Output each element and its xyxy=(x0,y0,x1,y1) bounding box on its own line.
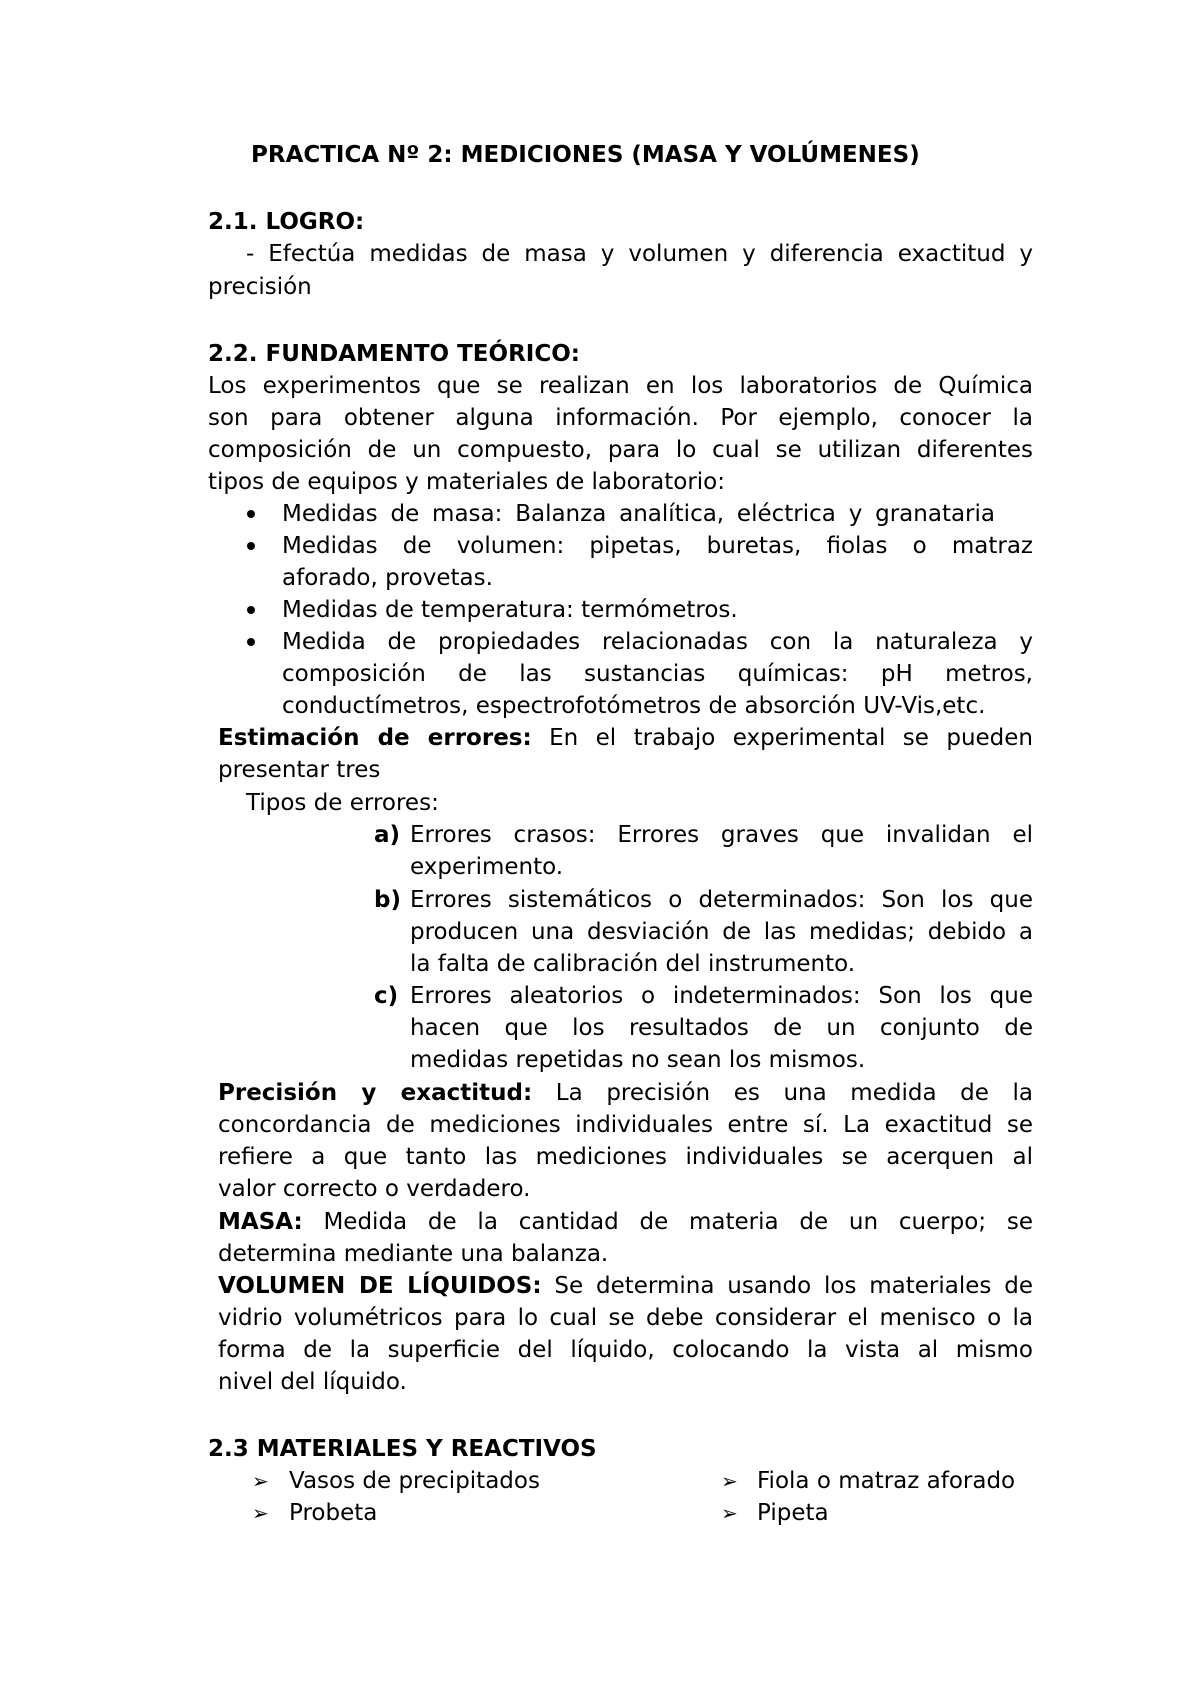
volumen-label: VOLUMEN DE LÍQUIDOS: xyxy=(218,1273,542,1299)
precision-text: La precisión es una medida de la xyxy=(532,1080,1034,1106)
volumen-line xyxy=(218,1270,1033,1302)
arrow-bullet-icon: ➢ xyxy=(721,1501,738,1525)
bullet-item: Medida de propiedades relacionadas con la naturaleza y xyxy=(282,629,1033,655)
error-item: Errores crasos: Errores graves que invalidan el xyxy=(410,822,1033,848)
error-letter: a) xyxy=(374,822,401,848)
section-logro-heading: 2.1. LOGRO: xyxy=(208,209,365,235)
paragraph-line: composición de un compuesto, para lo cual se utilizan diferentes xyxy=(208,437,1033,463)
logro-text-line: - Efectúa medidas de masa y volumen y diferencia exactitud y xyxy=(246,241,1033,267)
masa-text: Medida de la cantidad de materia de un cuerpo; se xyxy=(302,1209,1033,1235)
bullet-item-continued: composición de las sustancias químicas: pH metros, xyxy=(282,661,1033,687)
precision-line xyxy=(218,1077,1033,1109)
estimacion-line xyxy=(218,722,1033,754)
material-item: Vasos de precipitados xyxy=(289,1468,540,1494)
bullet-item-continued: aforado, provetas. xyxy=(282,565,493,591)
material-item: Probeta xyxy=(289,1500,378,1526)
estimacion-label: Estimación de errores: xyxy=(218,725,532,751)
error-item-continued: producen una desviación de las medidas; debido a xyxy=(410,919,1033,945)
error-item-continued: medidas repetidas no sean los mismos. xyxy=(410,1047,866,1073)
bullet-item: Medidas de masa: Balanza analítica, eléctrica y granataria xyxy=(282,501,995,527)
material-item: Fiola o matraz aforado xyxy=(757,1468,1016,1494)
bullet-icon xyxy=(247,510,255,518)
error-item-continued: hacen que los resultados de un conjunto de xyxy=(410,1015,1033,1041)
bullet-icon xyxy=(247,606,255,614)
bullet-item: Medidas de temperatura: termómetros. xyxy=(282,597,738,623)
bullet-icon xyxy=(247,542,255,550)
masa-line: determina mediante una balanza. xyxy=(218,1241,609,1267)
paragraph-line: Los experimentos que se realizan en los laboratorios de Química xyxy=(208,373,1033,399)
bullet-item-continued: conductímetros, espectrofotómetros de absorción UV-Vis,etc. xyxy=(282,693,986,719)
masa-line xyxy=(218,1206,1033,1238)
error-item: Errores aleatorios o indeterminados: Son los que xyxy=(410,983,1033,1009)
material-item: Pipeta xyxy=(757,1500,829,1526)
bullet-item: Medidas de volumen: pipetas, buretas, fiolas o matraz xyxy=(282,533,1033,559)
logro-text-line: precisión xyxy=(208,274,312,300)
paragraph-line: son para obtener alguna información. Por ejemplo, conocer la xyxy=(208,405,1033,431)
error-item-continued: la falta de calibración del instrumento. xyxy=(410,951,856,977)
bullet-icon xyxy=(247,638,255,646)
error-letter: c) xyxy=(374,983,399,1009)
arrow-bullet-icon: ➢ xyxy=(721,1469,738,1493)
precision-line: refiere a que tanto las mediciones individuales se acerquen al xyxy=(218,1144,1033,1170)
precision-line: concordancia de mediciones individuales entre sí. La exactitud se xyxy=(218,1112,1033,1138)
arrow-bullet-icon: ➢ xyxy=(252,1501,269,1525)
precision-label: Precisión y exactitud: xyxy=(218,1080,533,1106)
volumen-line: vidrio volumétricos para lo cual se debe considerar el menisco o la xyxy=(218,1305,1033,1331)
estimacion-line: presentar tres xyxy=(218,757,381,783)
error-item-continued: experimento. xyxy=(410,854,564,880)
volumen-text: Se determina usando los materiales de xyxy=(541,1273,1033,1299)
arrow-bullet-icon: ➢ xyxy=(252,1469,269,1493)
section-fundamento-heading: 2.2. FUNDAMENTO TEÓRICO: xyxy=(208,341,580,367)
paragraph-line: tipos de equipos y materiales de laboratorio: xyxy=(208,469,726,495)
masa-label: MASA: xyxy=(218,1209,303,1235)
tipos-label: Tipos de errores: xyxy=(246,790,439,816)
estimacion-text: En el trabajo experimental se pueden xyxy=(531,725,1033,751)
volumen-line: forma de la superficie del líquido, colocando la vista al mismo xyxy=(218,1337,1033,1363)
error-letter: b) xyxy=(374,887,401,913)
section-materiales-heading: 2.3 MATERIALES Y REACTIVOS xyxy=(208,1436,597,1462)
volumen-line: nivel del líquido. xyxy=(218,1369,407,1395)
error-item: Errores sistemáticos o determinados: Son los que xyxy=(410,887,1033,913)
page-title: PRACTICA Nº 2: MEDICIONES (MASA Y VOLÚMENES) xyxy=(251,142,920,168)
precision-line: valor correcto o verdadero. xyxy=(218,1176,531,1202)
